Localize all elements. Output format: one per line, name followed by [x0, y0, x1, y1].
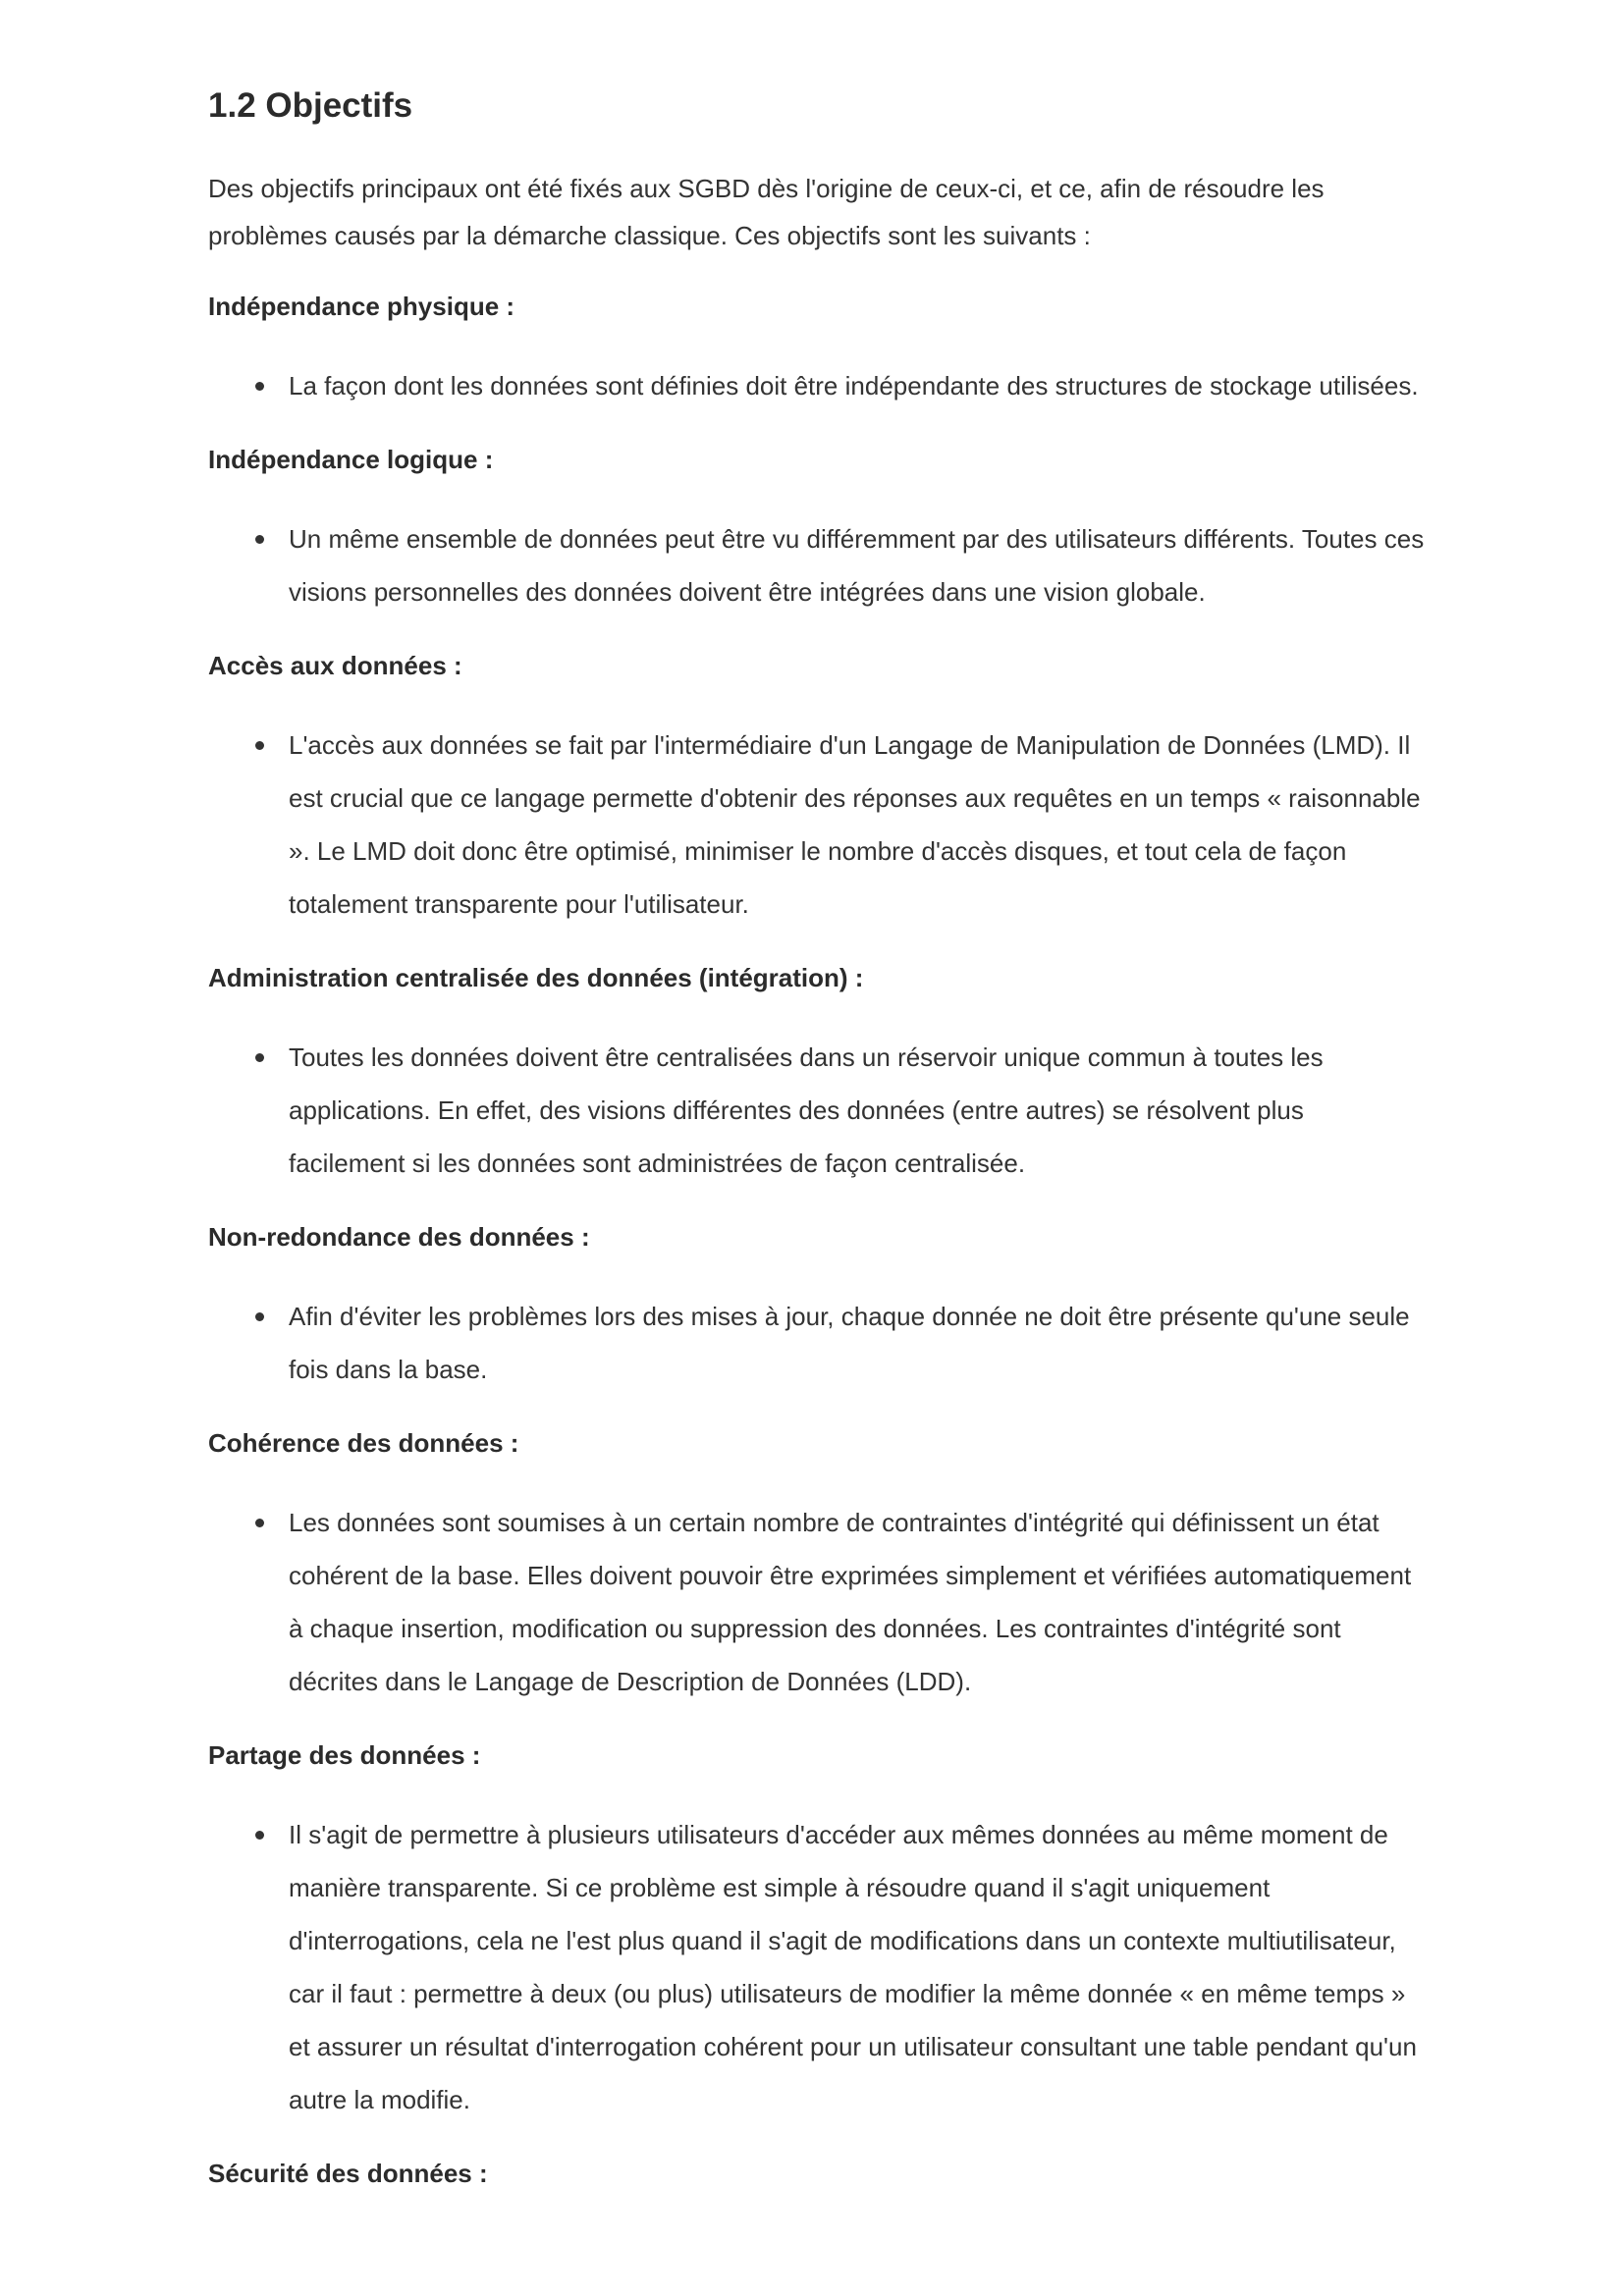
section-heading: Indépendance physique :: [208, 292, 515, 321]
section-heading: Sécurité des données :: [208, 2159, 488, 2188]
bullet-list: [208, 1808, 1425, 2126]
section-heading: Cohérence des données :: [208, 1428, 519, 1458]
section-coherence: [208, 1419, 1425, 1708]
section-heading: Non-redondance des données :: [208, 1222, 590, 1252]
bullet-item: Un même ensemble de données peut être vu différemment par des utilisateurs différents. Toutes ces visions personnelles des données doivent être intégrées dans une vision globale.: [289, 512, 1425, 618]
bullet-item: Les données sont soumises à un certain nombre de contraintes d'intégrité qui définissent un état cohérent de la base. Elles doivent pouvoir être exprimées simplement et vérifiées automatiquement à chaque insertion, modification ou suppression des données. Les contraintes d'intégrité sont décrites dans le Langage de Description de Données (LDD).: [289, 1496, 1425, 1708]
bullet-list: [208, 359, 1425, 412]
intro-paragraph: Des objectifs principaux ont été fixés aux SGBD dès l'origine de ceux-ci, et ce, afin de résoudre les problèmes causés par la démarche classique. Ces objectifs sont les suivants :: [208, 174, 1325, 250]
section-non-redondance: [208, 1213, 1425, 1396]
bullet-item: L'accès aux données se fait par l'intermédiaire d'un Langage de Manipulation de Données (LMD). Il est crucial que ce langage permette d'obtenir des réponses aux requêtes en un temps « raisonnable ». Le LMD doit donc être optimisé, minimiser le nombre d'accès disques, et tout cela de façon totalement transparente pour l'utilisateur.: [289, 719, 1425, 931]
section-heading: Accès aux données :: [208, 651, 462, 680]
section-administration-centralisee: [208, 954, 1425, 1190]
bullet-item: Il s'agit de permettre à plusieurs utilisateurs d'accéder aux mêmes données au même moment de manière transparente. Si ce problème est simple à résoudre quand il s'agit uniquement d'interrogations, cela ne l'est plus quand il s'agit de modifications dans un contexte multiutilisateur, car il faut : permettre à deux (ou plus) utilisateurs de modifier la même donnée « en même temps » et assurer un résultat d'interrogation cohérent pour un utilisateur consultant une table pendant qu'un autre la modifie.: [289, 1808, 1425, 2126]
section-securite: [208, 2150, 1425, 2197]
section-independance-physique: [208, 283, 1425, 412]
bullet-item: La façon dont les données sont définies doit être indépendante des structures de stockage utilisées.: [289, 359, 1425, 412]
section-partage: [208, 1732, 1425, 2126]
bullet-item: Afin d'éviter les problèmes lors des mises à jour, chaque donnée ne doit être présente qu'une seule fois dans la base.: [289, 1290, 1425, 1396]
section-acces-donnees: [208, 642, 1425, 931]
bullet-list: [208, 1496, 1425, 1708]
bullet-list: [208, 719, 1425, 931]
bullet-list: [208, 1290, 1425, 1396]
page-title: 1.2 Objectifs: [208, 86, 413, 125]
bullet-item: Toutes les données doivent être centralisées dans un réservoir unique commun à toutes les applications. En effet, des visions différentes des données (entre autres) se résolvent plus facilement si les données sont administrées de façon centralisée.: [289, 1031, 1425, 1190]
section-heading: Partage des données :: [208, 1740, 481, 1770]
section-heading: Indépendance logique :: [208, 445, 494, 474]
bullet-list: [208, 512, 1425, 618]
section-independance-logique: [208, 436, 1425, 618]
section-heading: Administration centralisée des données (intégration) :: [208, 963, 864, 992]
bullet-list: [208, 1031, 1425, 1190]
